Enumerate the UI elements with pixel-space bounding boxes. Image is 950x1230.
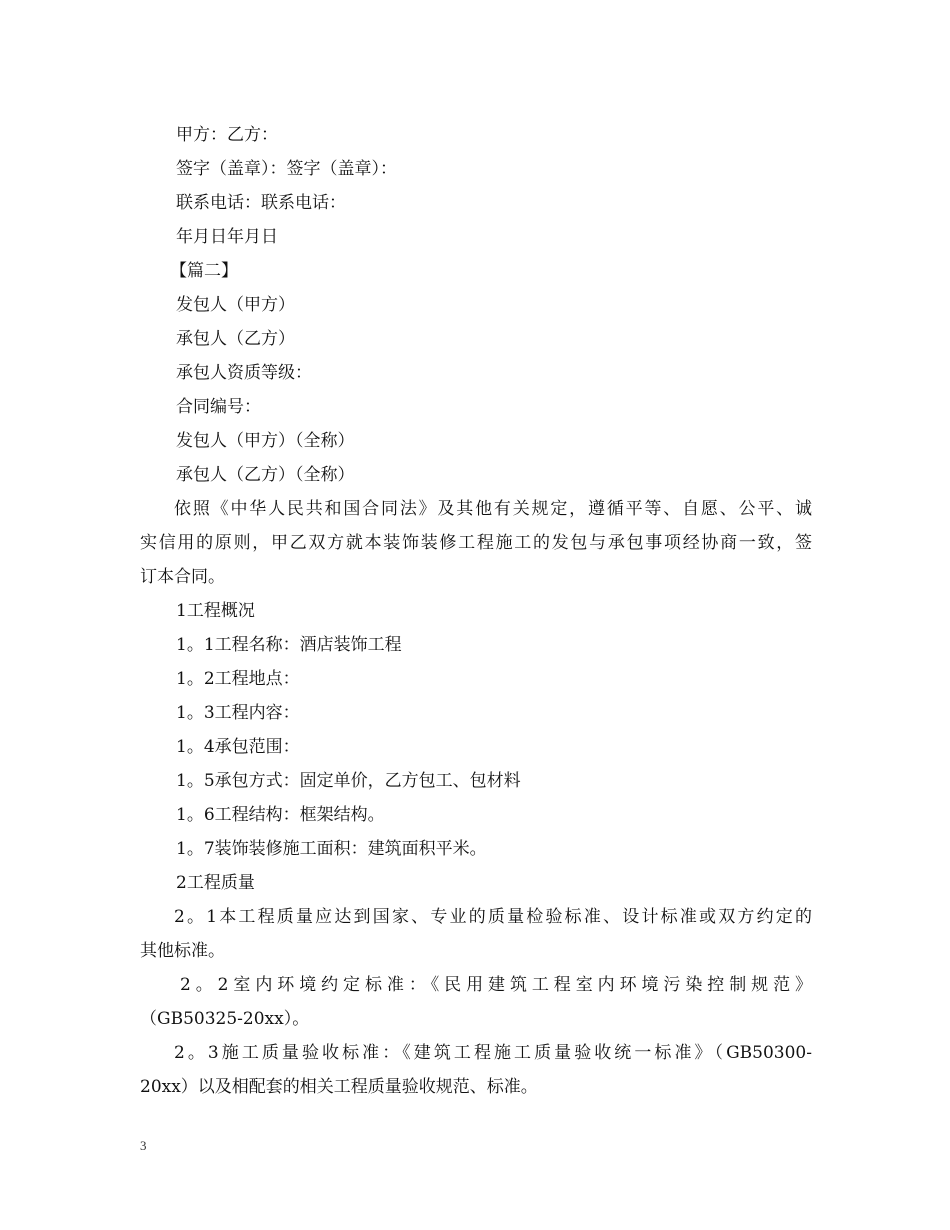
signature-line-phone: 联系电话：联系电话： [176, 193, 346, 213]
section-1-item: 1。3工程内容： [176, 703, 300, 723]
section-2-item-2 [140, 968, 812, 1036]
section-2-line: 2。3施工质量验收标准：《建筑工程施工质量验收统一标准》（GB50300- [174, 1043, 812, 1063]
party-line: 承包人（乙方）（全称） [176, 465, 355, 485]
section-1-item: 1。5承包方式：固定单价，乙方包工、包材料 [176, 771, 521, 791]
section-1-item: 1。2工程地点： [176, 669, 300, 689]
section-2-item-3 [140, 1036, 812, 1104]
preamble-paragraph [140, 492, 812, 594]
party-line: 发包人（甲方）（全称） [176, 431, 355, 451]
preamble-line: 实信用的原则，甲乙双方就本装饰装修工程施工的发包与承包事项经协商一致，签 [140, 533, 812, 553]
signature-line-parties: 甲方：乙方： [176, 125, 278, 145]
signature-line-date: 年月日年月日 [176, 227, 278, 247]
section-1-item: 1。6工程结构：框架结构。 [176, 805, 385, 825]
party-line: 合同编号： [176, 397, 261, 417]
page-number: 3 [140, 1138, 147, 1153]
section-2-line: （GB50325-20xx）。 [140, 1009, 310, 1029]
section-2-line: 2。1本工程质量应达到国家、专业的质量检验标准、设计标准或双方约定的 [174, 907, 812, 927]
preamble-line: 依照《中华人民共和国合同法》及其他有关规定，遵循平等、自愿、公平、诚 [174, 499, 812, 519]
section-2-line: 其他标准。 [140, 941, 225, 961]
section-2-line: 20xx）以及相配套的相关工程质量验收规范、标准。 [140, 1077, 538, 1097]
section-1-item: 1。1工程名称：酒店装饰工程 [176, 635, 402, 655]
party-line: 承包人资质等级： [176, 363, 312, 383]
section-heading: 【篇二】 [170, 261, 238, 281]
section-1-title: 1工程概况 [176, 601, 255, 621]
preamble-line: 订本合同。 [140, 567, 225, 587]
document-body [140, 118, 812, 1104]
signature-line-seal: 签字（盖章）：签字（盖章）： [176, 159, 397, 179]
party-line: 承包人（乙方） [176, 329, 295, 349]
section-1-item: 1。7装饰装修施工面积：建筑面积平米。 [176, 839, 487, 859]
section-2-item-1 [140, 900, 812, 968]
section-2-line: 2。2室内环境约定标准：《民用建筑工程室内环境污染控制规范》 [180, 975, 812, 995]
section-1-item: 1。4承包范围： [176, 737, 300, 757]
party-line: 发包人（甲方） [176, 295, 295, 315]
section-2-title: 2工程质量 [176, 873, 255, 893]
